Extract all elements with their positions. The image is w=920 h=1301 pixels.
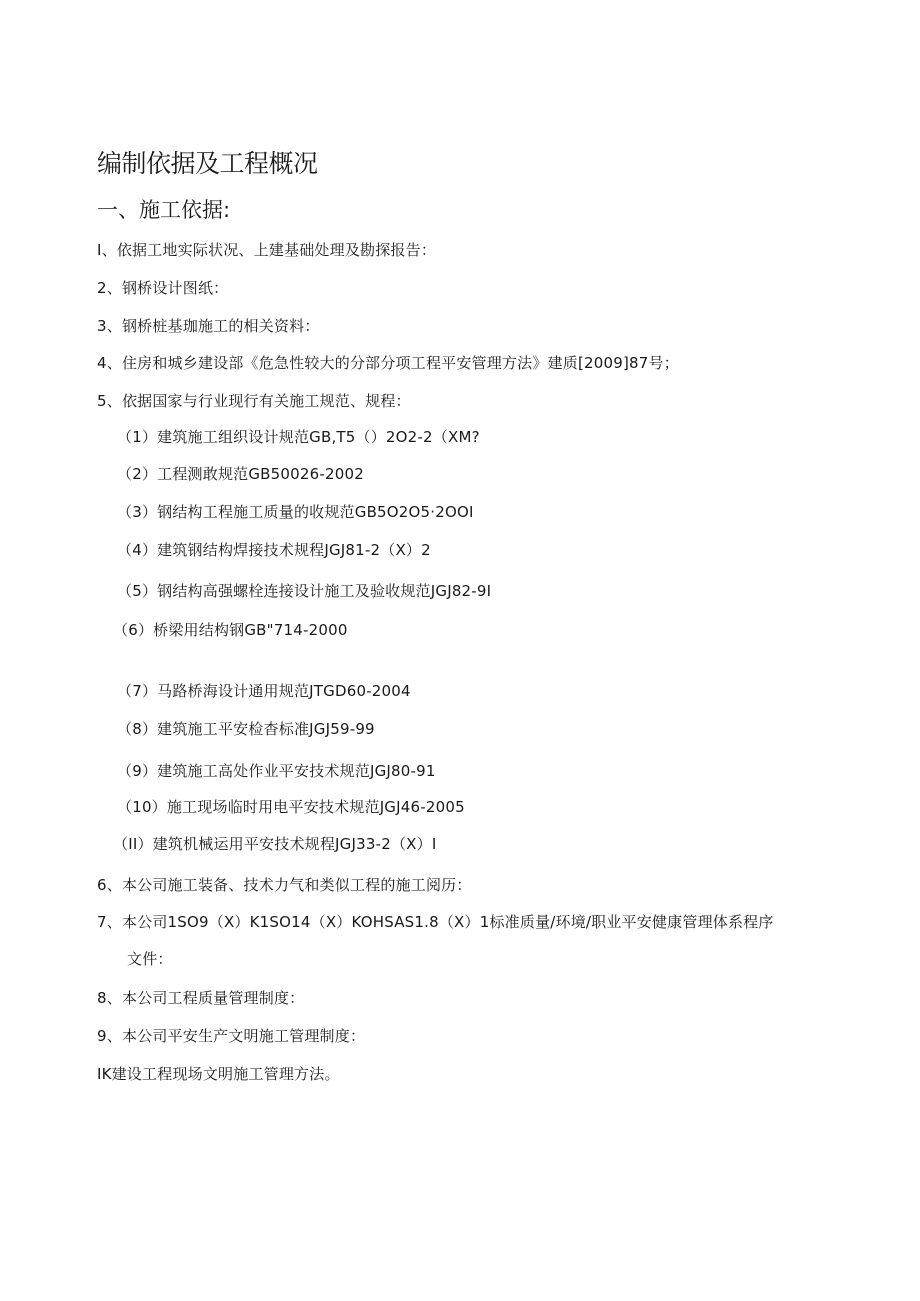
list-item-8: 8、本公司工程质量管理制度： bbox=[97, 989, 305, 1007]
list-item-9: 9、本公司平安生产文明施工管理制度： bbox=[97, 1027, 366, 1045]
standard-item-2: （2）工程测敢规范GB50026-2002 bbox=[117, 465, 364, 483]
section-heading: 一、施工依据: bbox=[97, 198, 231, 222]
standard-item-1: （1）建筑施工组织设计规范GB,T5（）2O2-2（XM? bbox=[117, 428, 480, 446]
standard-item-7: （7）马路桥海设计通用规范JTGD60-2004 bbox=[117, 682, 411, 700]
list-item-6: 6、本公司施工装备、技术力气和类似工程的施工阅历： bbox=[97, 876, 472, 894]
standard-item-5: （5）钢结构高强螺栓连接设计施工及验收规范JGJ82-9I bbox=[117, 582, 492, 600]
list-item-1: I、依据工地实际状况、上建基础处理及勘探报告： bbox=[97, 241, 437, 259]
standard-item-8: （8）建筑施工平安检杳标准JGJ59-99 bbox=[117, 720, 375, 738]
list-item-10: IK建设工程现场文明施工管理方法。 bbox=[97, 1065, 340, 1083]
list-item-5: 5、依据国家与行业现行有关施工规范、规程： bbox=[97, 392, 411, 410]
standard-item-3: （3）钢结构工程施工质量的收规范GB5O2O5·2OOI bbox=[117, 503, 474, 521]
standard-item-10: （10）施工现场临时用电平安技术规范JGJ46-2005 bbox=[117, 798, 465, 816]
list-item-7: 7、本公司1SO9（X）K1SO14（X）KOHSAS1.8（X）1标准质量/环境/职业平安健康管理体系程序 bbox=[97, 913, 774, 931]
standard-item-11: （II）建筑机械运用平安技术规程JGJ33-2（X）I bbox=[113, 835, 437, 853]
list-item-7-continued: 文件： bbox=[127, 950, 173, 968]
standard-item-9: （9）建筑施工高处作业平安技术规范JGJ80-91 bbox=[117, 762, 436, 780]
list-item-3: 3、钢桥桩基珈施工的相关资料： bbox=[97, 317, 320, 335]
list-item-4: 4、住房和城乡建设部《危急性较大的分部分项工程平安管理方法》建质[2009]87号； bbox=[97, 354, 679, 372]
document-title: 编制依据及工程概况 bbox=[97, 149, 318, 178]
standard-item-4: （4）建筑钢结构焊接技术规程JGJ81-2（X）2 bbox=[117, 541, 431, 559]
list-item-2: 2、钢桥设计图纸： bbox=[97, 279, 229, 297]
standard-item-6: （6）桥梁用结构钢GB"714-2000 bbox=[113, 621, 348, 639]
